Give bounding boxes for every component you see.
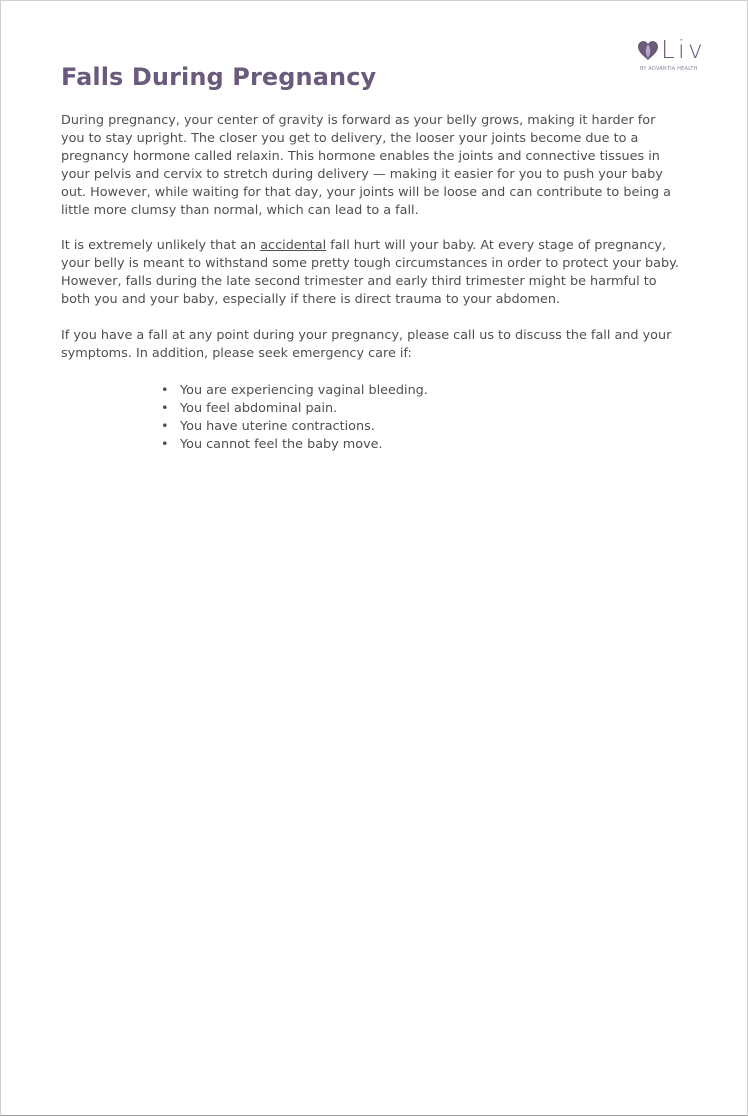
paragraph-baby-safety	[61, 237, 693, 309]
paragraph-line: However, falls during the late second trimester and early third trimester might be harmful to	[61, 273, 657, 289]
paragraph-line: pregnancy hormone called relaxin. This hormone enables the joints and connective tissues in	[61, 148, 660, 164]
list-item-text: You feel abdominal pain.	[180, 400, 338, 416]
bullet-icon: •	[161, 418, 169, 434]
bullet-icon: •	[161, 400, 169, 416]
bullet-icon: •	[161, 383, 169, 398]
paragraph-call-us	[61, 327, 693, 363]
emergency-symptoms-list	[161, 382, 428, 454]
logo-wordmark: Liv	[661, 35, 706, 64]
heart-leaf-icon	[637, 40, 659, 62]
paragraph-line: During pregnancy, your center of gravity is forward as your belly grows, making it harder for	[61, 113, 656, 128]
paragraph-line: both you and your baby, especially if there is direct trauma to your abdomen.	[61, 291, 561, 307]
liv-logo	[637, 35, 717, 76]
paragraph-line: your pelvis and cervix to stretch during delivery — making it easier for you to push your baby	[61, 166, 663, 182]
list-item-text: You have uterine contractions.	[180, 418, 375, 434]
list-item-text: You cannot feel the baby move.	[180, 436, 383, 452]
list-item	[161, 436, 428, 454]
paragraph-line: out. However, while waiting for that day, your joints will be loose and can contribute to being a	[61, 184, 672, 200]
paragraph-center-of-gravity	[61, 112, 693, 219]
line-text: It is extremely unlikely that an	[61, 238, 261, 253]
line-text: fall hurt will your baby. At every stage of pregnancy,	[326, 238, 667, 253]
paragraph-line: little more clumsy than normal, which can lead to a fall.	[61, 202, 419, 218]
paragraph-line: you to stay upright. The closer you get to delivery, the looser your joints become due to a	[61, 130, 639, 146]
accidental-underlined-text: accidental	[260, 238, 327, 253]
page-title: Falls During Pregnancy	[61, 63, 377, 91]
paragraph-line: symptoms. In addition, please seek emergency care if:	[61, 345, 412, 361]
list-item	[161, 418, 428, 436]
bullet-icon: •	[161, 436, 169, 452]
logo-tagline: BY ADVANTIA HEALTH	[640, 66, 698, 72]
paragraph-line: your belly is meant to withstand some pretty tough circumstances in order to protect your baby.	[61, 255, 679, 271]
list-item-text: You are experiencing vaginal bleeding.	[180, 383, 428, 398]
list-item	[161, 382, 428, 400]
paragraph-line	[61, 237, 693, 255]
paragraph-line: If you have a fall at any point during your pregnancy, please call us to discuss the fall and your	[61, 328, 672, 343]
list-item	[161, 400, 428, 418]
